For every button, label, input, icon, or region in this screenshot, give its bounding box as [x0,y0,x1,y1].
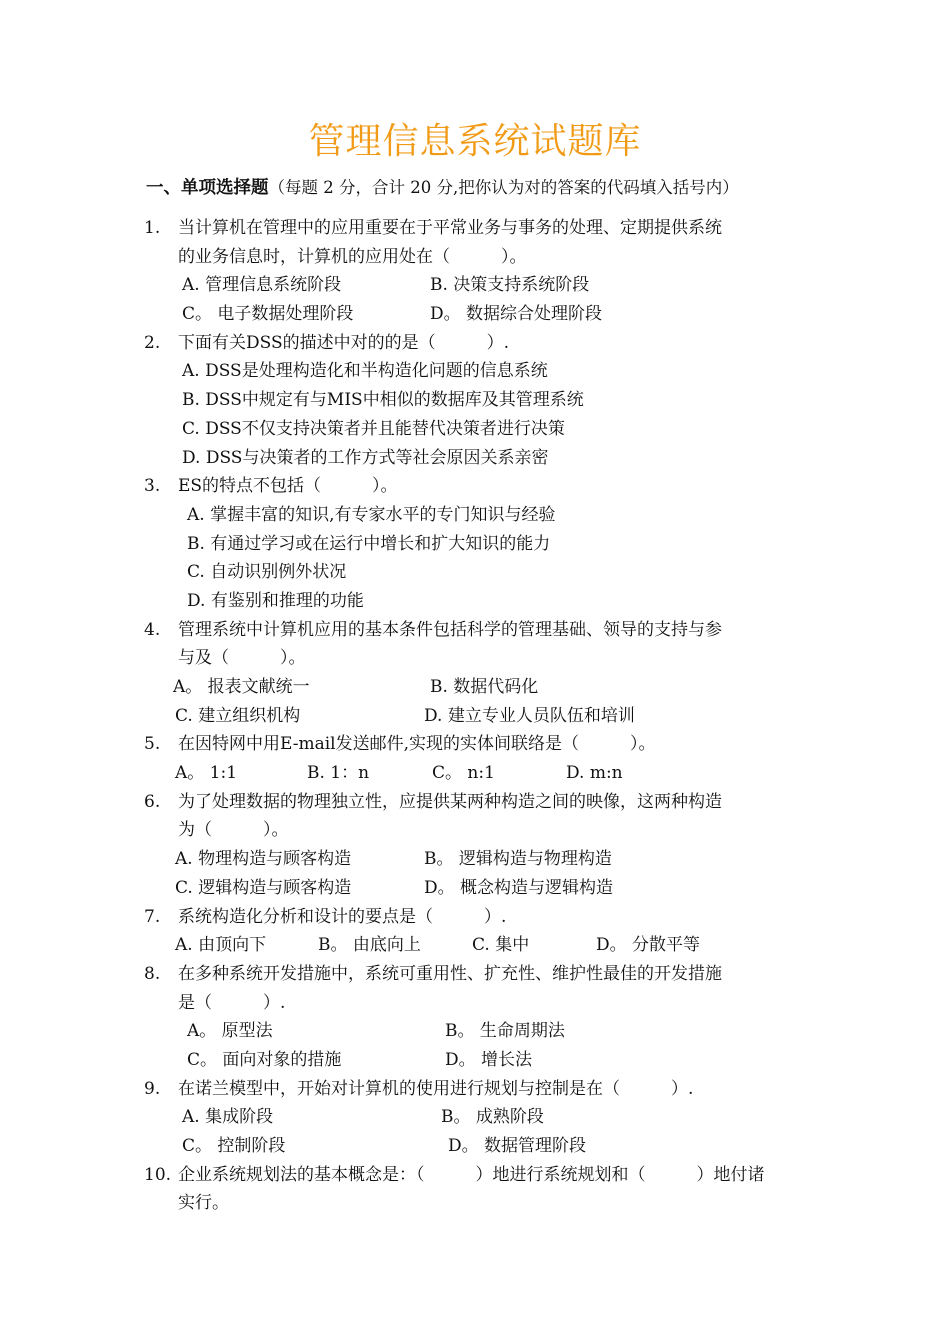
answer-option: B. 有通过学习或在运行中增长和扩大知识的能力 [187,533,551,554]
question-number: 4. [144,619,161,640]
answer-option: B. 数据代码化 [430,677,539,697]
question-line-continued [0,816,950,845]
answer-option: B。 逻辑构造与物理构造 [424,849,612,870]
question-text: 在诺兰模型中，开始对计算机的使用进行规划与控制是在（ ）. [178,1078,694,1099]
answer-option: B. 1：n [307,763,370,784]
answer-option: A. 掌握丰富的知识,有专家水平的专门知识与经验 [187,504,556,525]
option-row [0,1017,950,1046]
question-number: 2. [144,332,161,353]
option-row [0,931,950,960]
question-text: ES的特点不包括（ ）。 [178,476,398,497]
answer-option: A. 物理构造与顾客构造 [175,849,352,870]
question-line [0,472,950,501]
option-row [0,759,950,788]
question-number: 10. [144,1164,172,1185]
question-line [0,616,950,645]
option-row [0,845,950,874]
question-line-continued [0,644,950,673]
option-row [0,415,950,444]
answer-option: D. 建立专业人员队伍和培训 [424,705,635,726]
question-number: 6. [144,791,161,812]
answer-option: D。 概念构造与逻辑构造 [424,877,614,898]
answer-option: A. 集成阶段 [182,1107,274,1128]
question-number: 5. [144,734,161,755]
option-row [0,587,950,616]
question-line [0,214,950,243]
answer-option: B。 生命周期法 [445,1021,565,1042]
option-row [0,501,950,530]
question-text: 是（ ）. [178,992,286,1013]
option-row [0,673,950,702]
question-number: 8. [144,963,161,984]
question-number: 1. [144,218,161,238]
answer-option: D. DSS与决策者的工作方式等社会原因关系亲密 [182,447,549,468]
answer-option: C。 控制阶段 [182,1136,286,1156]
answer-option: C。 面向对象的措施 [187,1049,342,1070]
option-row [0,357,950,386]
question-text: 的业务信息时，计算机的应用处在（ ）。 [178,246,527,267]
answer-option: A。 报表文献统一 [173,677,310,697]
answer-option: C. 逻辑构造与顾客构造 [175,877,352,898]
question-number: 7. [144,906,161,927]
answer-option: A. DSS是处理构造化和半构造化问题的信息系统 [182,361,548,382]
question-text: 为了处理数据的物理独立性，应提供某两种构造之间的映像，这两种构造 [178,791,722,812]
question-line [0,1161,950,1190]
question-line [0,1075,950,1104]
option-row [0,1103,950,1132]
answer-option: D。 增长法 [445,1049,533,1070]
answer-option: B. 决策支持系统阶段 [430,275,590,296]
section-heading-line [146,174,846,202]
answer-option: A. 管理信息系统阶段 [182,275,342,296]
question-text: 企业系统规划法的基本概念是：（ ）地进行系统规划和（ ）地付诸 [178,1164,765,1185]
question-text: 与及（ ）。 [178,648,306,669]
question-number: 3. [144,476,161,497]
answer-option: C。 电子数据处理阶段 [182,304,354,325]
answer-option: A. 由顶向下 [175,935,267,956]
answer-option: B。 由底向上 [318,935,421,956]
option-row [0,1132,950,1161]
option-row [0,1046,950,1075]
answer-option: C. 自动识别例外状况 [187,562,347,583]
answer-option: D。 数据综合处理阶段 [430,304,603,325]
question-line [0,903,950,932]
answer-option: D。 数据管理阶段 [448,1136,587,1156]
question-text: 实行。 [178,1193,229,1214]
question-text: 系统构造化分析和设计的要点是（ ）. [178,906,507,927]
section-note: （每题 2 分，合计 20 分,把你认为对的答案的代码填入括号内） [268,178,739,197]
question-text: 为（ ）。 [178,820,289,841]
document-title: 管理信息系统试题库 [308,121,642,162]
question-text: 在因特网中用E-mail发送邮件,实现的实体间联络是（ ）。 [178,734,656,755]
question-line [0,960,950,989]
question-line [0,730,950,759]
option-row [0,702,950,731]
answer-option: A。 原型法 [187,1021,273,1042]
answer-option: D。 分散平等 [596,935,701,956]
question-line-continued [0,1189,950,1218]
option-row [0,300,950,329]
question-line-continued [0,243,950,272]
answer-option: D. m:n [566,763,623,784]
option-row [0,874,950,903]
question-line-continued [0,989,950,1018]
question-text: 下面有关DSS的描述中对的的是（ ）. [178,332,510,353]
answer-option: B. DSS中规定有与MIS中相似的数据库及其管理系统 [182,390,584,411]
answer-option: D. 有鉴别和推理的功能 [187,590,364,611]
question-line [0,788,950,817]
question-text: 管理系统中计算机应用的基本条件包括科学的管理基础、领导的支持与参 [178,619,722,640]
answer-option: A。 1:1 [175,763,238,784]
answer-option: C. 集中 [472,935,530,956]
answer-option: B。 成熟阶段 [441,1107,544,1128]
option-row [0,530,950,559]
question-text: 在多种系统开发措施中，系统可重用性、扩充性、维护性最佳的开发措施 [178,963,722,984]
answer-option: C. 建立组织机构 [175,705,301,726]
option-row [0,271,950,300]
option-row [0,386,950,415]
answer-option: C. DSS不仅支持决策者并且能替代决策者进行决策 [182,418,565,439]
question-number: 9. [144,1078,161,1099]
question-text: 当计算机在管理中的应用重要在于平常业务与事务的处理、定期提供系统 [178,218,722,238]
section-heading: 一、单项选择题 [146,178,269,198]
option-row [0,558,950,587]
answer-option: C。 n:1 [432,763,495,784]
question-line [0,329,950,358]
question-list [0,214,950,1218]
option-row [0,444,950,473]
